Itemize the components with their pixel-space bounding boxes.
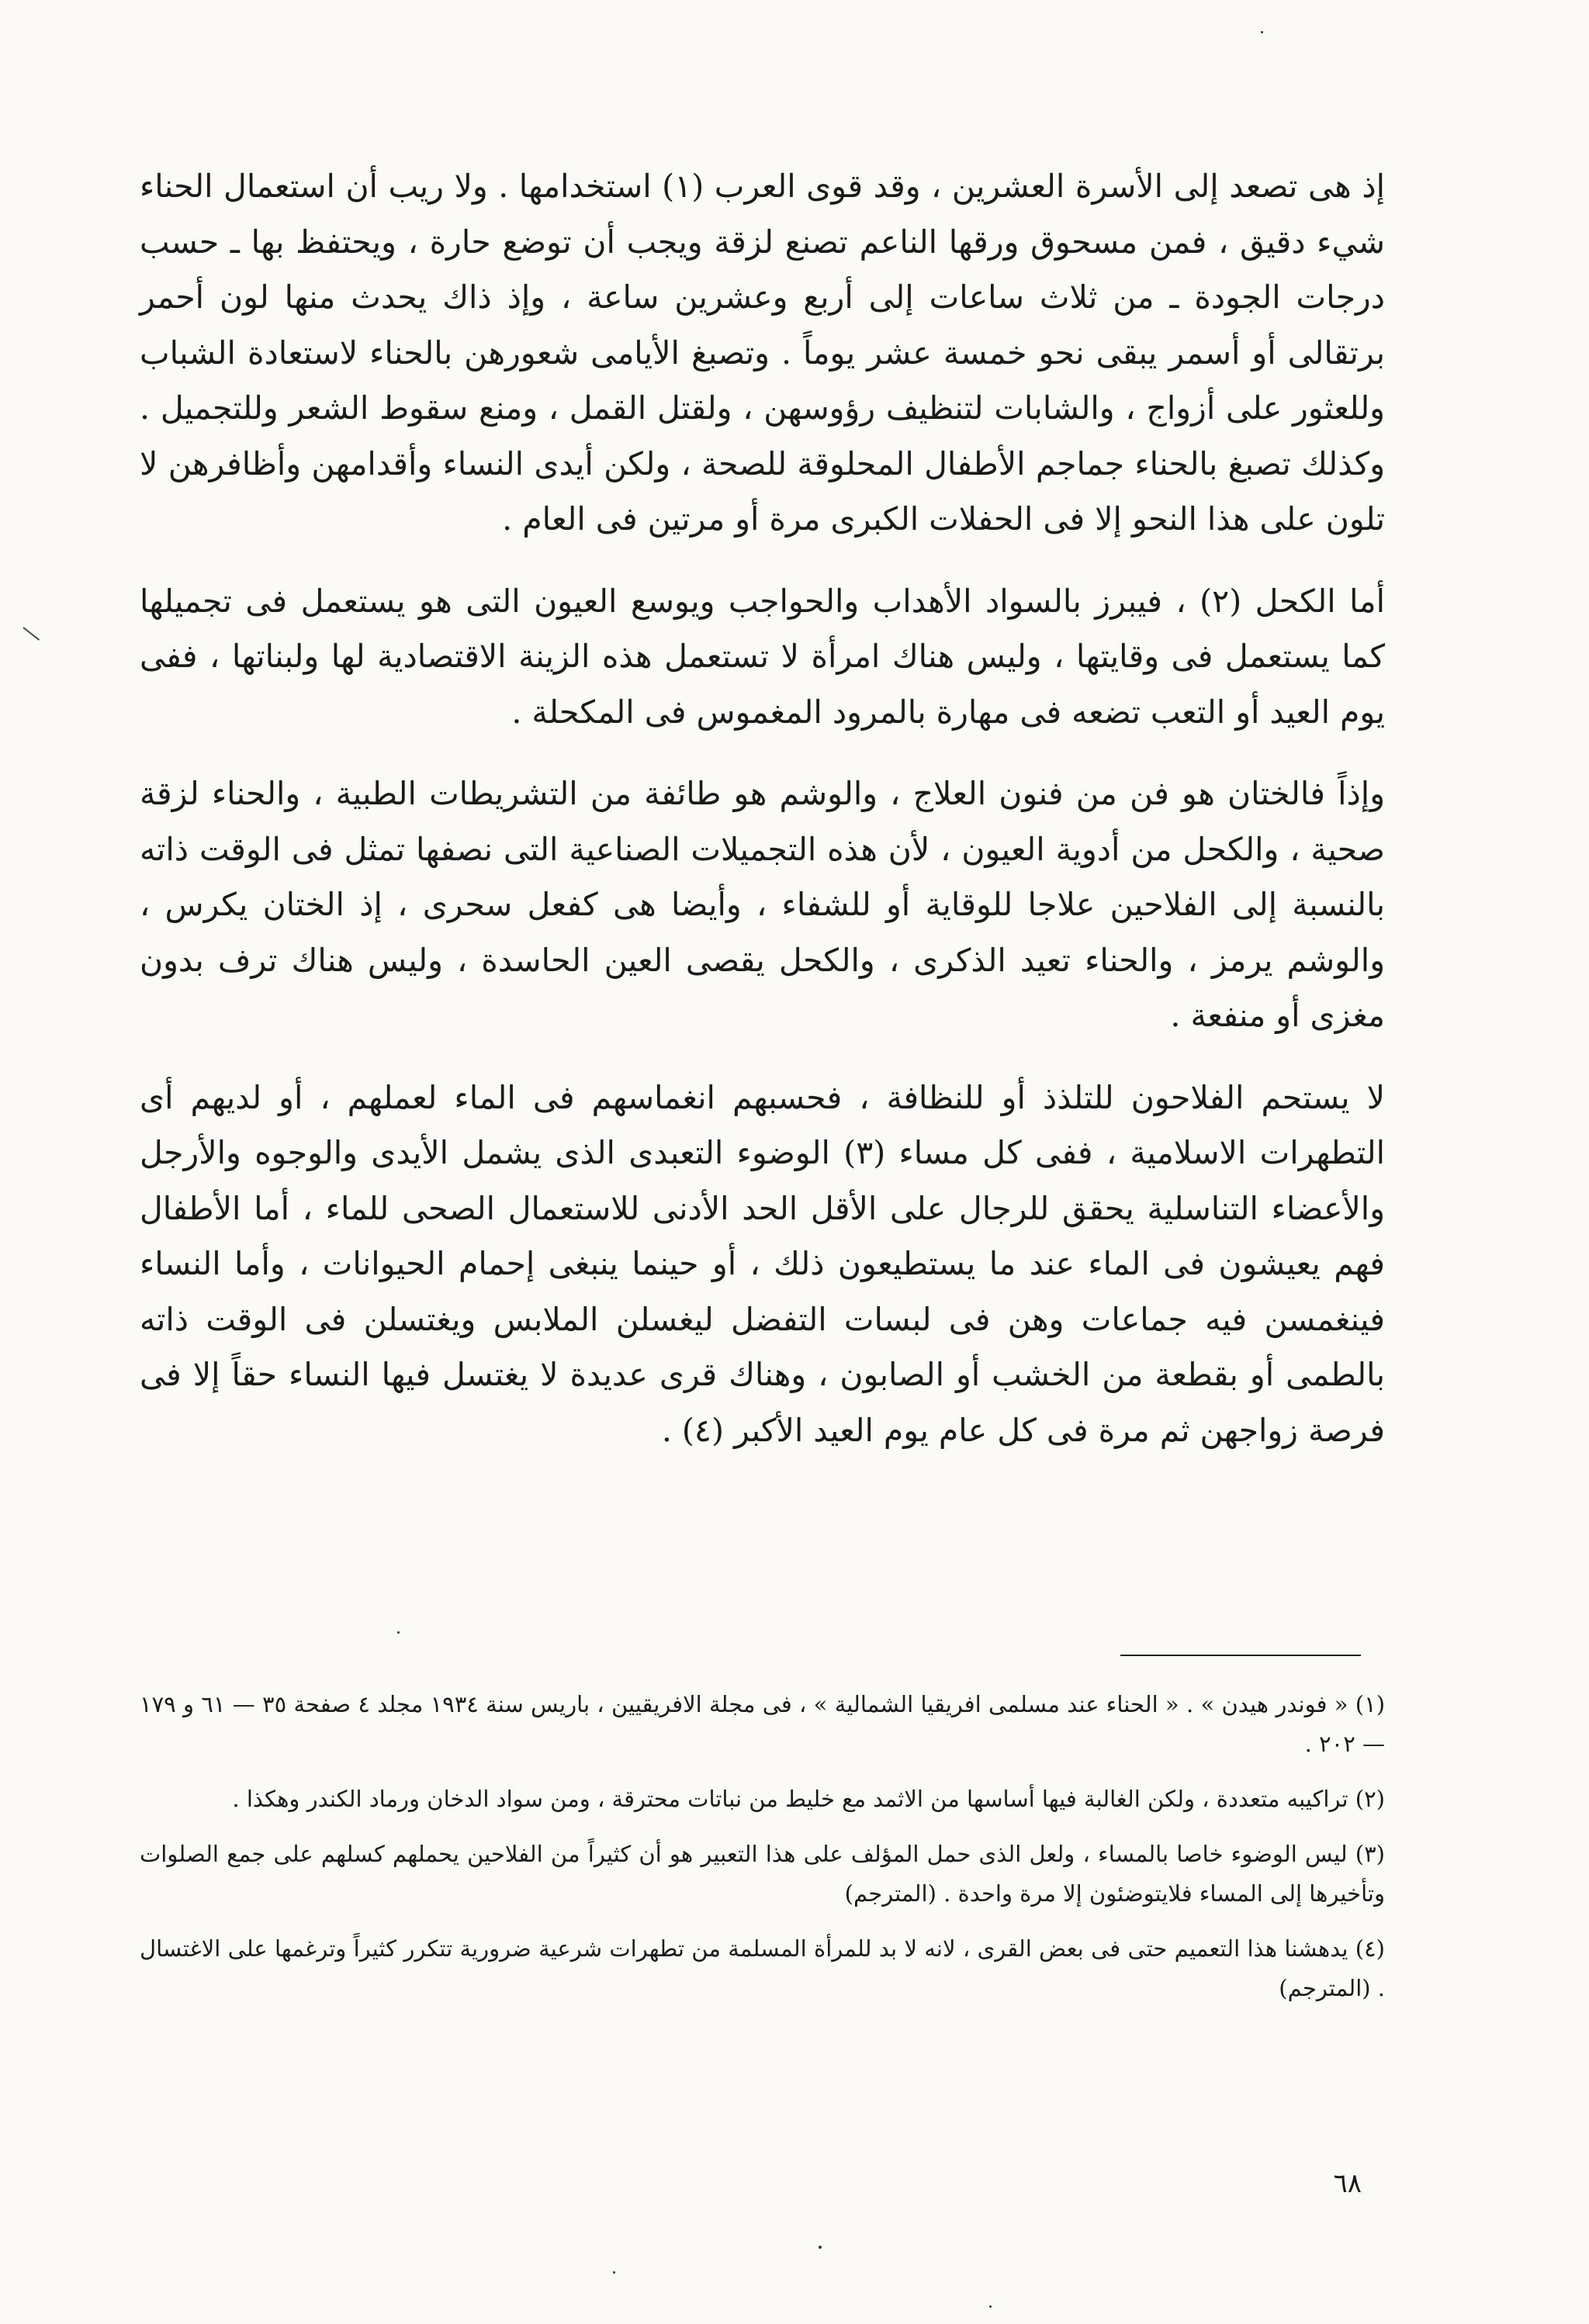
- scan-speck: [397, 1631, 400, 1634]
- footnote-4: (٤) يدهشنا هذا التعميم حتى فى بعض القرى ، لانه لا بد للمرأة المسلمة من تطهرات شرعية ضرورية تتكرر كثيراً وترغمها على الاغتسال . (المترجم): [140, 1935, 1385, 2001]
- paragraph-1: إذ هى تصعد إلى الأسرة العشرين ، وقد قوى العرب (١) استخدامها . ولا ريب أن استعمال الحناء شيء دقيق ، فمن مسحوق ورقها الناعم تصنع لزقة ويجب أن توضع حارة ، ويحتفظ بها ـ حسب درجات الجودة ـ من ثلاث ساعات إلى أربع وعشرين ساعة ، وإذ ذاك يحدث منها لون أحمر برتقالى أو أسمر يبقى نحو خمسة عشر يوماً . وتصبغ الأيامى شعورهن بالحناء لاستعادة الشباب وللعثور على أزواج ، والشابات لتنظيف رؤوسهن ، ولقتل القمل ، ومنع سقوط الشعر وللتجميل . وكذلك تصبغ بالحناء جماجم الأطفال المحلوقة للصحة ، ولكن أيدى النساء وأقدامهن وأظافرهن لا تلون على هذا النحو إلا فى الحفلات الكبرى مرة أو مرتين فى العام .: [140, 168, 1385, 538]
- scan-speck: [989, 2305, 992, 2308]
- paragraph-2: أما الكحل (٢) ، فيبرز بالسواد الأهداب والحواجب ويوسع العيون التى هو يستعمل فى تجميلها كما يستعمل فى وقايتها ، وليس هناك امرأة لا تستعمل هذه الزينة الاقتصادية لها ولبناتها ، ففى يوم العيد أو التعب تضعه فى مهارة بالمرود المغموس فى المكحلة .: [140, 582, 1385, 731]
- scan-speck: [819, 2246, 822, 2249]
- scan-speck: [613, 2271, 615, 2274]
- paragraph-4: لا يستحم الفلاحون للتلذذ أو للنظافة ، فحسبهم انغماسهم فى الماء لعملهم ، أو لديهم أى التطهرات الاسلامية ، ففى كل مساء (٣) الوضوء التعبدى الذى يشمل الأيدى والوجوه والأرجل والأعضاء التناسلية يحقق للرجال على الأقل الحد الأدنى للاستعمال الصحى للماء ، أما الأطفال فهم يعيشون فى الماء عند ما يستطيعون ذلك ، أو حينما ينبغى إحمام الحيوانات ، وأما النساء فينغمسن فيه جماعات وهن فى لبسات التفضل ليغسلن الملابس ويغتسلن فى الوقت ذاته بالطمى أو بقطعة من الخشب أو الصابون ، وهناك قرى عديدة لا يغتسل فيها النساء حقاً إلا فى فرصة زواجهن ثم مرة فى كل عام يوم العيد الأكبر (٤) .: [140, 1078, 1385, 1449]
- scan-edge-mark: [23, 627, 40, 641]
- footnote-separator: [1120, 1655, 1361, 1656]
- scan-speck: [1261, 31, 1263, 33]
- footnote-1: (١) « فوندر هيدن » . « الحناء عند مسلمى افريقيا الشمالية » ، فى مجلة الافريقيين ، باريس سنة ١٩٣٤ مجلد ٤ صفحة ٣٥ — ٦١ و ١٧٩ — ٢٠٢ .: [140, 1691, 1386, 1757]
- footnote-3: (٣) ليس الوضوء خاصا بالمساء ، ولعل الذى حمل المؤلف على هذا التعبير هو أن كثيراً من الفلاحين يحملهم كسلهم على جمع الصلوات وتأخيرها إلى المساء فلايتوضئون إلا مرة واحدة . (المترجم): [140, 1841, 1385, 1907]
- footnote-2: (٢) تراكيبه متعددة ، ولكن الغالبة فيها أساسها من الاثمد مع خليط من نباتات محترقة ، ومن سواد الدخان ورماد الكندر وهكذا .: [232, 1786, 1385, 1812]
- footnotes: [140, 1685, 1385, 2024]
- page-number: ٦٨: [1333, 2168, 1362, 2199]
- paragraph-3: وإذاً فالختان هو فن من فنون العلاج ، والوشم هو طائفة من التشريطات الطبية ، والحناء لزقة صحية ، والكحل من أدوية العيون ، لأن هذه التجميلات الصناعية التى نصفها تمثل فى الوقت ذاته بالنسبة إلى الفلاحين علاجا للوقاية أو للشفاء ، وأيضا هى كفعل سحرى ، إذ الختان يكرس ، والوشم يرمز ، والحناء تعيد الذكرى ، والكحل يقصى العين الحاسدة ، وليس هناك ترف بدون مغزى أو منفعة .: [140, 775, 1385, 1034]
- main-text: [140, 159, 1385, 1485]
